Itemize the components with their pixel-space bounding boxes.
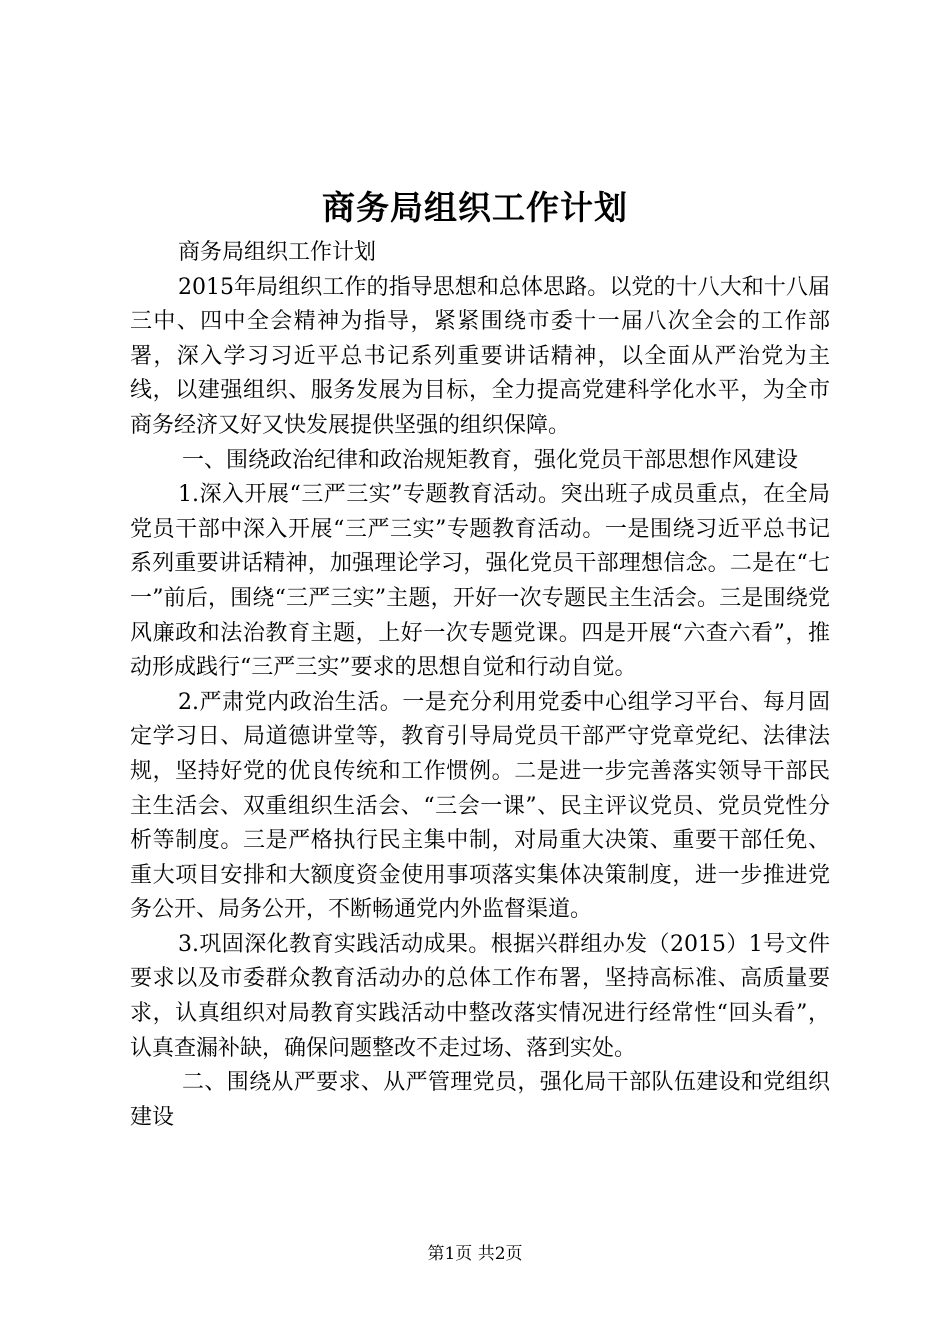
document-subtitle: 商务局组织工作计划 bbox=[178, 240, 377, 265]
body-paragraph: 2.严肃党内政治生活。一是充分利用党委中心组学习平台、每月固定学习日、局道德讲堂等，教育引导局党员干部严守党章党纪、法律法规，坚持好党的优良传统和工作惯例。二是进一步完善落实领导干部民主生活会、双重组织生活会、“三会一课”、民主评议党员、党员党性分析等制度。三是严格执行民主集中制，对局重大决策、重要干部任免、重大项目安排和大额度资金使用事项落实集体决策制度，进一步推进党务公开、局务公开，不断畅通党内外监督渠道。 bbox=[130, 689, 830, 923]
body-paragraph: 3.巩固深化教育实践活动成果。根据兴群组办发（2015）1号文件要求以及市委群众教育活动办的总体工作布署，坚持高标准、高质量要求，认真组织对局教育实践活动中整改落实情况进行经常性“回头看”，认真查漏补缺，确保问题整改不走过场、落到实处。 bbox=[130, 931, 830, 1061]
section-heading: 一、围绕政治纪律和政治规矩教育，强化党员干部思想作风建设 bbox=[182, 447, 799, 473]
document-title: 商务局组织工作计划 bbox=[322, 188, 628, 227]
document-body bbox=[130, 236, 830, 1135]
body-paragraph: 1.深入开展“三严三实”专题教育活动。突出班子成员重点，在全局党员干部中深入开展“三严三实”专题教育活动。一是围绕习近平总书记系列重要讲话精神，加强理论学习，强化党员干部理想信念。二是在“七一”前后，围绕“三严三实”主题，开好一次专题民主生活会。三是围绕党风廉政和法治教育主题，上好一次专题党课。四是开展“六查六看”，推动形成践行“三严三实”要求的思想自觉和行动自觉。 bbox=[130, 482, 830, 681]
body-paragraph: 2015年局组织工作的指导思想和总体思路。以党的十八大和十八届三中、四中全会精神为指导，紧紧围绕市委十一届八次全会的工作部署，深入学习习近平总书记系列重要讲话精神，以全面从严治党为主线，以建强组织、服务发展为目标，全力提高党建科学化水平，为全市商务经济又好又快发展提供坚强的组织保障。 bbox=[130, 274, 830, 438]
section-heading: 二、围绕从严要求、从严管理党员，强化局干部队伍建设和党组织建设 bbox=[130, 1070, 830, 1130]
page-footer: 第1页 共2页 bbox=[427, 1244, 523, 1264]
